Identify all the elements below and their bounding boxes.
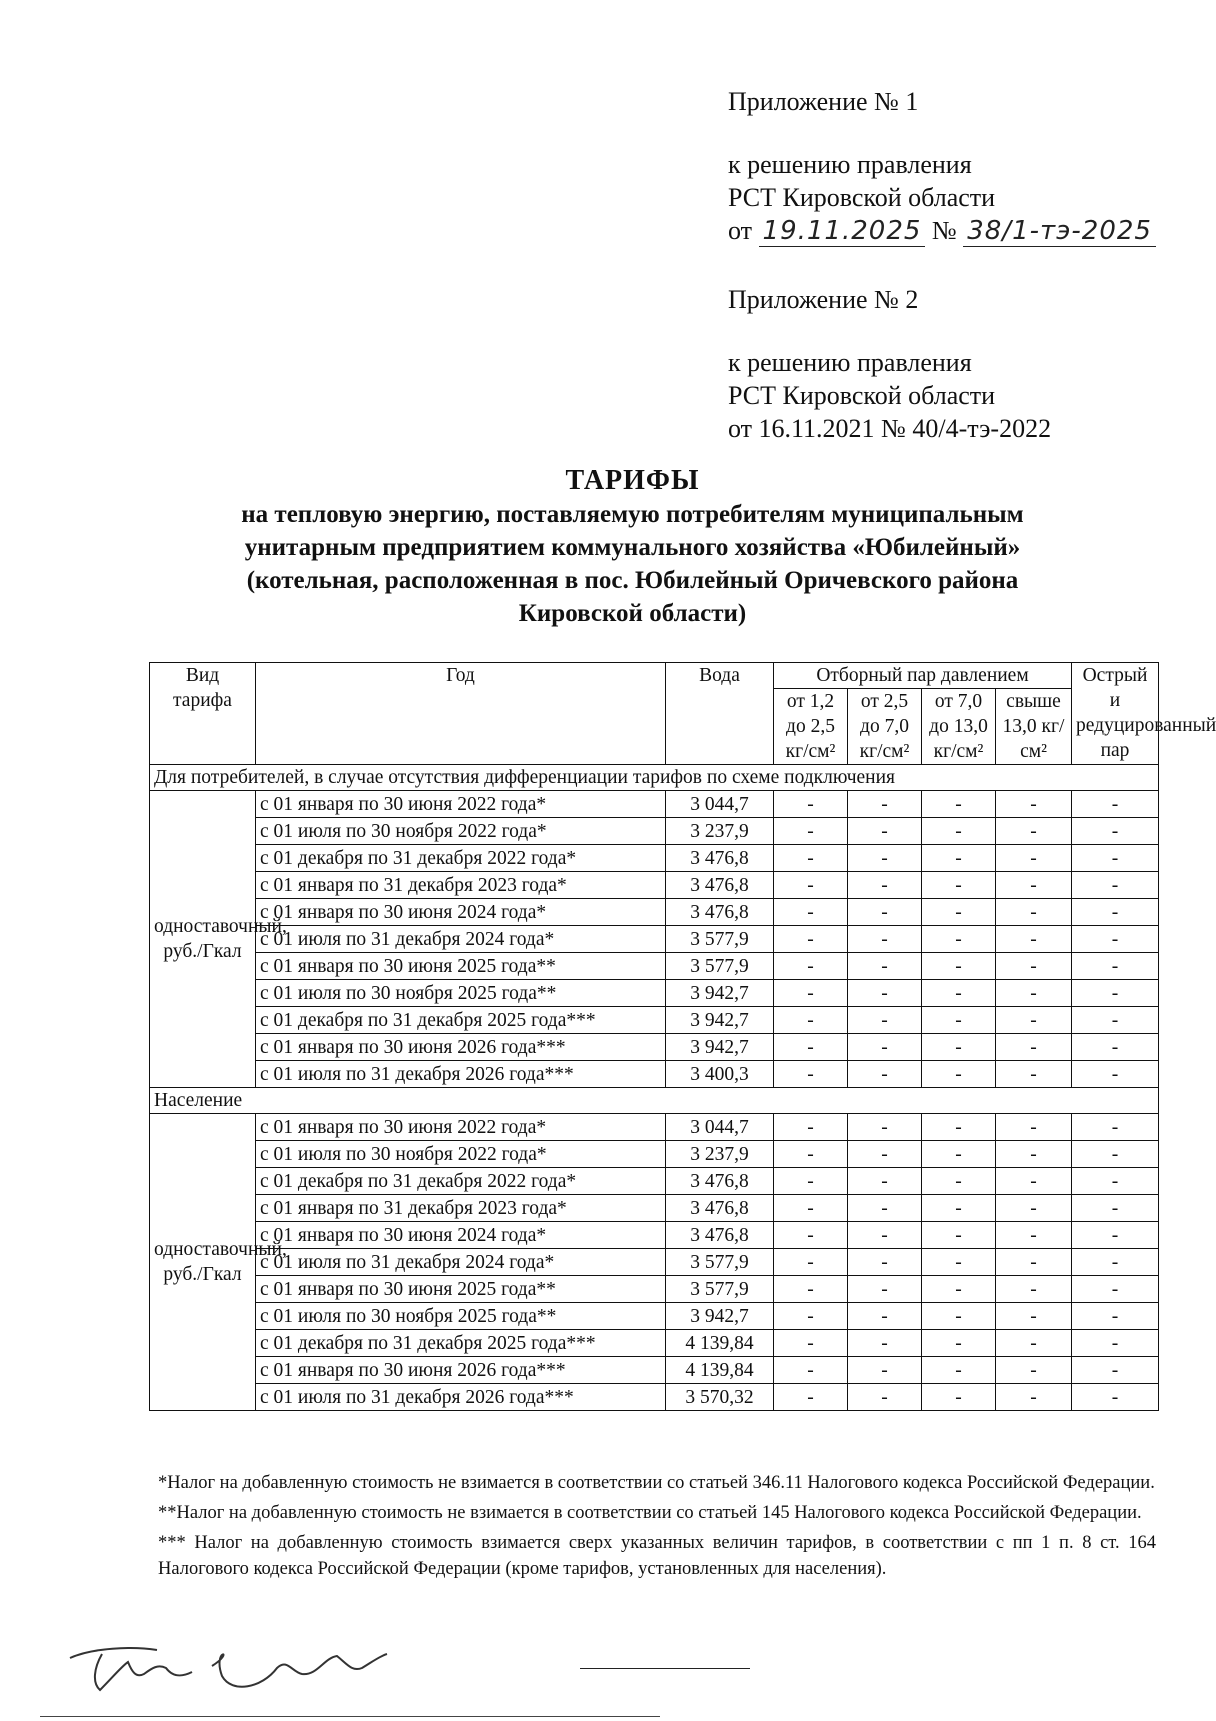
period-cell: с 01 декабря по 31 декабря 2022 года* xyxy=(256,1168,666,1195)
dash-cell: - xyxy=(774,1034,848,1061)
dash-cell: - xyxy=(774,926,848,953)
dash-cell: - xyxy=(848,872,922,899)
water-value-cell: 4 139,84 xyxy=(666,1330,774,1357)
dash-cell: - xyxy=(774,1222,848,1249)
table-row xyxy=(150,1276,1159,1303)
dash-cell: - xyxy=(848,845,922,872)
dash-cell: - xyxy=(774,1384,848,1411)
dash-cell: - xyxy=(774,953,848,980)
dash-cell: - xyxy=(996,980,1072,1007)
dash-cell: - xyxy=(922,926,996,953)
dash-cell: - xyxy=(848,1168,922,1195)
water-value-cell: 3 044,7 xyxy=(666,1114,774,1141)
dash-cell: - xyxy=(774,845,848,872)
dash-cell: - xyxy=(996,1303,1072,1330)
dash-cell: - xyxy=(848,899,922,926)
dash-cell: - xyxy=(922,1168,996,1195)
dash-cell: - xyxy=(774,1330,848,1357)
tariff-type-cell: одноставочный, руб./Гкал xyxy=(150,1114,256,1411)
dash-cell: - xyxy=(774,1141,848,1168)
table-row xyxy=(150,818,1159,845)
dash-cell: - xyxy=(848,1330,922,1357)
dash-cell: - xyxy=(774,1114,848,1141)
dash-cell: - xyxy=(1072,1061,1159,1088)
table-row xyxy=(150,1384,1159,1411)
dash-cell: - xyxy=(1072,1034,1159,1061)
dash-cell: - xyxy=(996,1114,1072,1141)
annex1-date-prefix: от xyxy=(728,216,753,245)
dash-cell: - xyxy=(1072,1168,1159,1195)
dash-cell: - xyxy=(922,818,996,845)
dash-cell: - xyxy=(996,1330,1072,1357)
annex1-line2: РСТ Кировской области xyxy=(728,183,996,212)
dash-cell: - xyxy=(996,926,1072,953)
dash-cell: - xyxy=(922,1384,996,1411)
dash-cell: - xyxy=(848,1007,922,1034)
dash-cell: - xyxy=(774,1061,848,1088)
dash-cell: - xyxy=(922,1195,996,1222)
dash-cell: - xyxy=(1072,1357,1159,1384)
dash-cell: - xyxy=(996,953,1072,980)
header-steam: Отборный пар давлением xyxy=(774,663,1072,689)
dash-cell: - xyxy=(996,1195,1072,1222)
table-row xyxy=(150,1034,1159,1061)
water-value-cell: 3 476,8 xyxy=(666,1168,774,1195)
header-pressure-2: от 2,5 до 7,0 кг/см² xyxy=(848,689,922,765)
period-cell: с 01 июля по 30 ноября 2025 года** xyxy=(256,980,666,1007)
dash-cell: - xyxy=(1072,1384,1159,1411)
water-value-cell: 3 570,32 xyxy=(666,1384,774,1411)
dash-cell: - xyxy=(774,818,848,845)
dash-cell: - xyxy=(1072,818,1159,845)
dash-cell: - xyxy=(922,1330,996,1357)
dash-cell: - xyxy=(1072,1007,1159,1034)
dash-cell: - xyxy=(1072,953,1159,980)
footnote-3: *** Налог на добавленную стоимость взимается сверх указанных величин тарифов, в соответствии с пп 1 п. 8 ст. 164 Налогового кодекса Российской Федерации (кроме тарифов, установленных для населения). xyxy=(158,1533,1156,1579)
water-value-cell: 3 577,9 xyxy=(666,953,774,980)
water-value-cell: 3 476,8 xyxy=(666,845,774,872)
table-row xyxy=(150,845,1159,872)
dash-cell: - xyxy=(922,1034,996,1061)
tariffs-body xyxy=(150,765,1159,1411)
dash-cell: - xyxy=(774,1195,848,1222)
period-cell: с 01 июля по 31 декабря 2026 года*** xyxy=(256,1061,666,1088)
water-value-cell: 3 577,9 xyxy=(666,1249,774,1276)
water-value-cell: 4 139,84 xyxy=(666,1357,774,1384)
period-cell: с 01 декабря по 31 декабря 2025 года*** xyxy=(256,1007,666,1034)
dash-cell: - xyxy=(922,1007,996,1034)
dash-cell: - xyxy=(996,791,1072,818)
annex2-line1: к решению правления xyxy=(728,348,972,377)
period-cell: с 01 января по 30 июня 2022 года* xyxy=(256,791,666,818)
dash-cell: - xyxy=(848,1303,922,1330)
header-water: Вода xyxy=(666,663,774,765)
dash-cell: - xyxy=(774,1357,848,1384)
dash-cell: - xyxy=(922,899,996,926)
dash-cell: - xyxy=(848,926,922,953)
dash-cell: - xyxy=(922,1276,996,1303)
dash-cell: - xyxy=(1072,845,1159,872)
dash-cell: - xyxy=(1072,791,1159,818)
dash-cell: - xyxy=(996,1007,1072,1034)
header-pressure-1: от 1,2 до 2,5 кг/см² xyxy=(774,689,848,765)
dash-cell: - xyxy=(922,953,996,980)
dash-cell: - xyxy=(922,980,996,1007)
period-cell: с 01 января по 30 июня 2025 года** xyxy=(256,953,666,980)
header-pressure-3: от 7,0 до 13,0 кг/см² xyxy=(922,689,996,765)
dash-cell: - xyxy=(774,1249,848,1276)
table-row xyxy=(150,1141,1159,1168)
annex2-line2: РСТ Кировской области xyxy=(728,381,996,410)
dash-cell: - xyxy=(774,899,848,926)
dash-cell: - xyxy=(996,1061,1072,1088)
period-cell: с 01 января по 30 июня 2026 года*** xyxy=(256,1034,666,1061)
dash-cell: - xyxy=(1072,1195,1159,1222)
water-value-cell: 3 942,7 xyxy=(666,980,774,1007)
header-tariff-type: Вид тарифа xyxy=(150,663,256,765)
section-row xyxy=(150,1088,1159,1114)
water-value-cell: 3 476,8 xyxy=(666,1222,774,1249)
table-row xyxy=(150,1222,1159,1249)
dash-cell: - xyxy=(996,1141,1072,1168)
dash-cell: - xyxy=(996,1357,1072,1384)
water-value-cell: 3 400,3 xyxy=(666,1061,774,1088)
table-row xyxy=(150,926,1159,953)
dash-cell: - xyxy=(848,1249,922,1276)
heading-main: ТАРИФЫ xyxy=(565,465,700,496)
table-row xyxy=(150,1303,1159,1330)
dash-cell: - xyxy=(848,980,922,1007)
period-cell: с 01 июля по 31 декабря 2024 года* xyxy=(256,1249,666,1276)
water-value-cell: 3 577,9 xyxy=(666,1276,774,1303)
period-cell: с 01 июля по 31 декабря 2024 года* xyxy=(256,926,666,953)
water-value-cell: 3 577,9 xyxy=(666,926,774,953)
table-row xyxy=(150,1007,1159,1034)
annex1-number-handwritten: 38/1-тэ-2025 xyxy=(963,216,1156,247)
dash-cell: - xyxy=(922,1303,996,1330)
document-heading xyxy=(140,464,1125,630)
dash-cell: - xyxy=(996,872,1072,899)
water-value-cell: 3 942,7 xyxy=(666,1034,774,1061)
dash-cell: - xyxy=(1072,1141,1159,1168)
annex2-line3: от 16.11.2021 № 40/4-тэ-2022 xyxy=(728,414,1052,443)
period-cell: с 01 января по 31 декабря 2023 года* xyxy=(256,1195,666,1222)
dash-cell: - xyxy=(848,1222,922,1249)
dash-cell: - xyxy=(774,980,848,1007)
table-row xyxy=(150,1357,1159,1384)
period-cell: с 01 декабря по 31 декабря 2022 года* xyxy=(256,845,666,872)
annex2-block xyxy=(728,283,1051,445)
dash-cell: - xyxy=(1072,872,1159,899)
dash-cell: - xyxy=(848,1384,922,1411)
table-row xyxy=(150,791,1159,818)
period-cell: с 01 июля по 30 ноября 2022 года* xyxy=(256,818,666,845)
dash-cell: - xyxy=(922,1061,996,1088)
signature-rule xyxy=(580,1668,750,1669)
table-row xyxy=(150,1168,1159,1195)
period-cell: с 01 июля по 30 ноября 2022 года* xyxy=(256,1141,666,1168)
water-value-cell: 3 476,8 xyxy=(666,872,774,899)
dash-cell: - xyxy=(774,1303,848,1330)
heading-line-2: унитарным предприятием коммунального хозяйства «Юбилейный» xyxy=(244,534,1021,561)
dash-cell: - xyxy=(848,1061,922,1088)
dash-cell: - xyxy=(774,872,848,899)
dash-cell: - xyxy=(922,1141,996,1168)
dash-cell: - xyxy=(996,818,1072,845)
table-row xyxy=(150,899,1159,926)
dash-cell: - xyxy=(922,1249,996,1276)
dash-cell: - xyxy=(1072,1303,1159,1330)
water-value-cell: 3 237,9 xyxy=(666,818,774,845)
period-cell: с 01 июля по 31 декабря 2026 года*** xyxy=(256,1384,666,1411)
table-row xyxy=(150,1195,1159,1222)
dash-cell: - xyxy=(848,1276,922,1303)
dash-cell: - xyxy=(848,1141,922,1168)
period-cell: с 01 января по 30 июня 2026 года*** xyxy=(256,1357,666,1384)
footnotes xyxy=(158,1470,1156,1586)
dash-cell: - xyxy=(922,791,996,818)
dash-cell: - xyxy=(774,1168,848,1195)
page-bottom-line xyxy=(40,1716,660,1717)
period-cell: с 01 декабря по 31 декабря 2025 года*** xyxy=(256,1330,666,1357)
footnote-1: *Налог на добавленную стоимость не взимается в соответствии со статьей 346.11 Налогового кодекса Российской Федерации. xyxy=(158,1473,1155,1493)
period-cell: с 01 июля по 30 ноября 2025 года** xyxy=(256,1303,666,1330)
dash-cell: - xyxy=(774,1276,848,1303)
heading-line-4: Кировской области) xyxy=(518,600,747,627)
table-row xyxy=(150,980,1159,1007)
dash-cell: - xyxy=(922,845,996,872)
section-title: Для потребителей, в случае отсутствия дифференциации тарифов по схеме подключения xyxy=(150,765,1159,791)
dash-cell: - xyxy=(996,845,1072,872)
annex1-title: Приложение № 1 xyxy=(728,87,919,116)
annex1-date-line xyxy=(728,214,1156,248)
water-value-cell: 3 942,7 xyxy=(666,1007,774,1034)
header-pressure-4: свыше 13,0 кг/см² xyxy=(996,689,1072,765)
dash-cell: - xyxy=(996,1222,1072,1249)
annex1-date-handwritten: 19.11.2025 xyxy=(759,216,926,247)
dash-cell: - xyxy=(1072,1330,1159,1357)
dash-cell: - xyxy=(848,1357,922,1384)
dash-cell: - xyxy=(922,872,996,899)
dash-cell: - xyxy=(1072,1276,1159,1303)
heading-line-1: на тепловую энергию, поставляемую потребителям муниципальным xyxy=(241,501,1024,528)
table-row xyxy=(150,953,1159,980)
dash-cell: - xyxy=(1072,899,1159,926)
dash-cell: - xyxy=(922,1114,996,1141)
dash-cell: - xyxy=(1072,926,1159,953)
table-row xyxy=(150,1249,1159,1276)
water-value-cell: 3 476,8 xyxy=(666,1195,774,1222)
dash-cell: - xyxy=(996,1249,1072,1276)
dash-cell: - xyxy=(996,1034,1072,1061)
annex1-num-prefix: № xyxy=(931,216,957,245)
section-row xyxy=(150,765,1159,791)
footnote-2: **Налог на добавленную стоимость не взимается в соответствии со статьей 145 Налогового кодекса Российской Федерации. xyxy=(158,1503,1142,1523)
dash-cell: - xyxy=(1072,1249,1159,1276)
header-sharp-steam: Острый и редуцированный пар xyxy=(1072,663,1159,765)
water-value-cell: 3 476,8 xyxy=(666,899,774,926)
section-title: Население xyxy=(150,1088,1159,1114)
annex1-block xyxy=(728,85,1156,248)
dash-cell: - xyxy=(1072,1114,1159,1141)
dash-cell: - xyxy=(996,1276,1072,1303)
dash-cell: - xyxy=(848,818,922,845)
dash-cell: - xyxy=(1072,1222,1159,1249)
annex2-title: Приложение № 2 xyxy=(728,285,919,314)
dash-cell: - xyxy=(848,1034,922,1061)
dash-cell: - xyxy=(996,899,1072,926)
signature-image xyxy=(62,1628,392,1698)
dash-cell: - xyxy=(848,1195,922,1222)
dash-cell: - xyxy=(848,791,922,818)
period-cell: с 01 января по 30 июня 2025 года** xyxy=(256,1276,666,1303)
table-row xyxy=(150,1114,1159,1141)
table-row xyxy=(150,1061,1159,1088)
period-cell: с 01 января по 30 июня 2022 года* xyxy=(256,1114,666,1141)
period-cell: с 01 января по 30 июня 2024 года* xyxy=(256,899,666,926)
dash-cell: - xyxy=(848,1114,922,1141)
header-year: Год xyxy=(256,663,666,765)
dash-cell: - xyxy=(922,1222,996,1249)
dash-cell: - xyxy=(996,1168,1072,1195)
period-cell: с 01 января по 30 июня 2024 года* xyxy=(256,1222,666,1249)
dash-cell: - xyxy=(1072,980,1159,1007)
dash-cell: - xyxy=(774,1007,848,1034)
period-cell: с 01 января по 31 декабря 2023 года* xyxy=(256,872,666,899)
tariffs-table xyxy=(149,662,1216,1411)
tariff-type-cell: одноставочный, руб./Гкал xyxy=(150,791,256,1088)
dash-cell: - xyxy=(996,1384,1072,1411)
table-row xyxy=(150,872,1159,899)
table-row xyxy=(150,1330,1159,1357)
annex1-line1: к решению правления xyxy=(728,150,972,179)
dash-cell: - xyxy=(848,953,922,980)
dash-cell: - xyxy=(922,1357,996,1384)
water-value-cell: 3 942,7 xyxy=(666,1303,774,1330)
water-value-cell: 3 237,9 xyxy=(666,1141,774,1168)
water-value-cell: 3 044,7 xyxy=(666,791,774,818)
heading-line-3: (котельная, расположенная в пос. Юбилейный Оричевского района xyxy=(246,567,1019,594)
dash-cell: - xyxy=(774,791,848,818)
